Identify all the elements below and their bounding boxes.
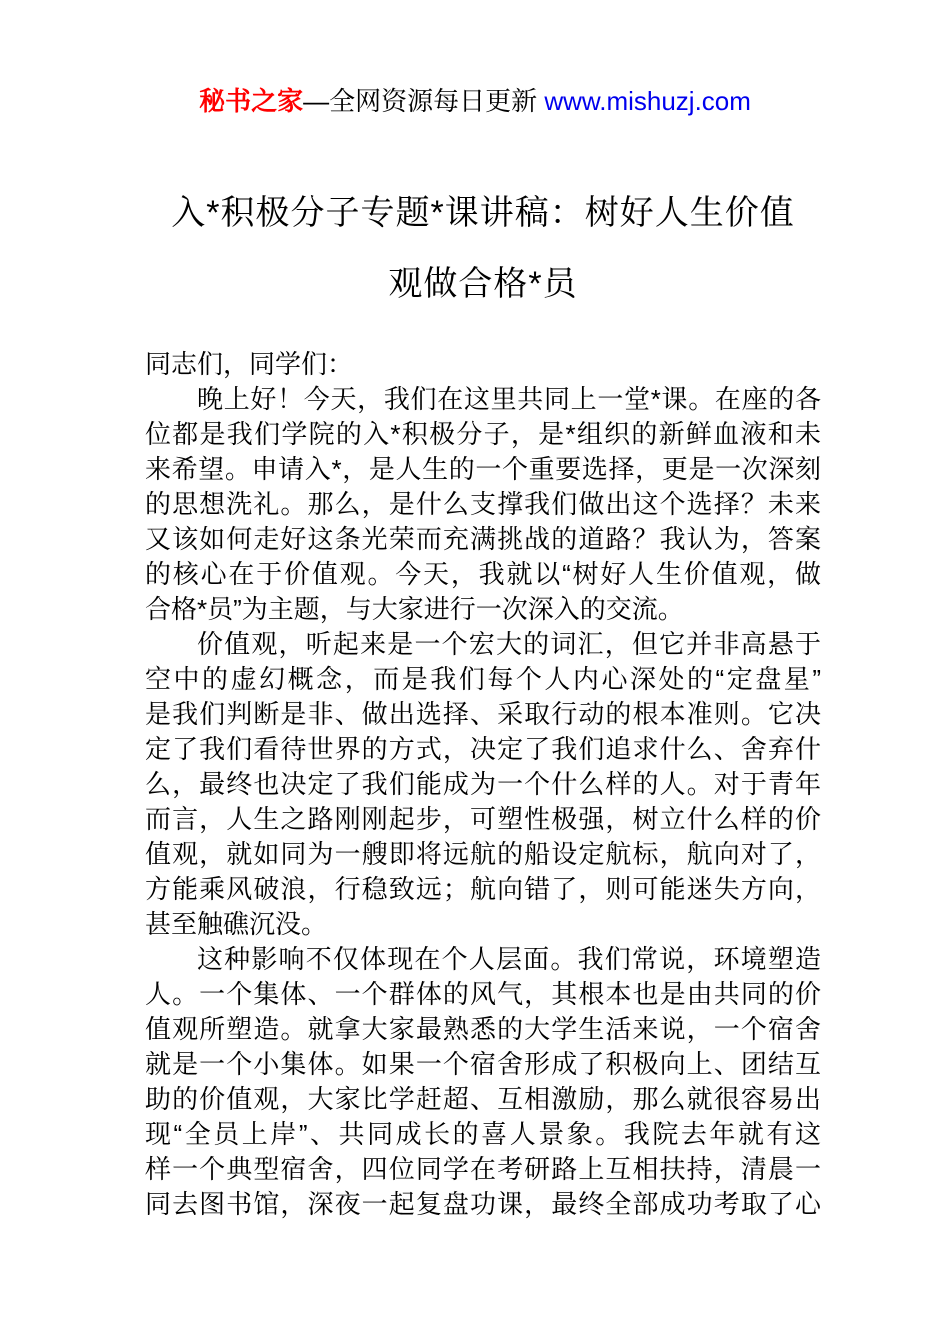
text-line: 来希望。申请入*，是人生的一个重要选择，更是一次深刻 [145, 454, 821, 484]
text-line: 人。一个集体、一个群体的风气，其根本也是由共同的价 [145, 979, 821, 1009]
text-line: 晚上好！今天，我们在这里共同上一堂*课。在座的各 [197, 384, 821, 414]
text-line: 价值观，听起来是一个宏大的词汇，但它并非高悬于 [197, 629, 821, 659]
text-line: 的核心在于价值观。今天，我就以“树好人生价值观，做 [145, 559, 821, 589]
paragraph [145, 627, 821, 942]
text-line: 样一个典型宿舍，四位同学在考研路上互相扶持，清晨一 [145, 1154, 821, 1184]
text-line: 值观，就如同为一艘即将远航的船设定航标，航向对了， [145, 839, 821, 869]
text-line: 是我们判断是非、做出选择、采取行动的根本准则。它决 [145, 699, 821, 729]
text-line: 方能乘风破浪，行稳致远；航向错了，则可能迷失方向， [145, 874, 821, 904]
text-line: 的思想洗礼。那么，是什么支撑我们做出这个选择？未来 [145, 489, 821, 519]
title-line: 入*积极分子专题*课讲稿：树好人生价值 [171, 194, 795, 232]
document-body [145, 347, 821, 1222]
text-line: 而言，人生之路刚刚起步，可塑性极强，树立什么样的价 [145, 804, 821, 834]
header-dash: — [303, 86, 330, 116]
site-url[interactable]: www.mishuzj.com [544, 86, 751, 116]
paragraph [145, 347, 821, 382]
text-line: 同志们，同学们： [145, 349, 354, 379]
paragraph [145, 942, 821, 1222]
text-line: 位都是我们学院的入*积极分子，是*组织的新鲜血液和未 [145, 419, 821, 449]
text-line: 么，最终也决定了我们能成为一个什么样的人。对于青年 [145, 769, 821, 799]
site-header [0, 0, 950, 116]
text-line: 现“全员上岸”、共同成长的喜人景象。我院去年就有这 [145, 1119, 821, 1149]
text-line: 定了我们看待世界的方式，决定了我们追求什么、舍弃什 [145, 734, 821, 764]
paragraph [145, 382, 821, 627]
text-line: 就是一个小集体。如果一个宿舍形成了积极向上、团结互 [145, 1049, 821, 1079]
site-tagline: 全网资源每日更新 [329, 86, 538, 116]
text-line: 甚至触礁沉没。 [145, 909, 328, 939]
text-line: 空中的虚幻概念，而是我们每个人内心深处的“定盘星” [145, 664, 821, 694]
text-line: 合格*员”为主题，与大家进行一次深入的交流。 [145, 594, 684, 624]
title-line: 观做合格*员 [388, 265, 578, 303]
text-line: 这种影响不仅体现在个人层面。我们常说，环境塑造 [197, 944, 821, 974]
text-line: 又该如何走好这条光荣而充满挑战的道路？我认为，答案 [145, 524, 821, 554]
text-line: 同去图书馆，深夜一起复盘功课，最终全部成功考取了心 [145, 1189, 821, 1219]
text-line: 助的价值观，大家比学赶超、互相激励，那么就很容易出 [145, 1084, 821, 1114]
site-brand: 秘书之家 [199, 86, 304, 116]
text-line: 值观所塑造。就拿大家最熟悉的大学生活来说，一个宿舍 [145, 1014, 821, 1044]
document-title [145, 178, 821, 320]
